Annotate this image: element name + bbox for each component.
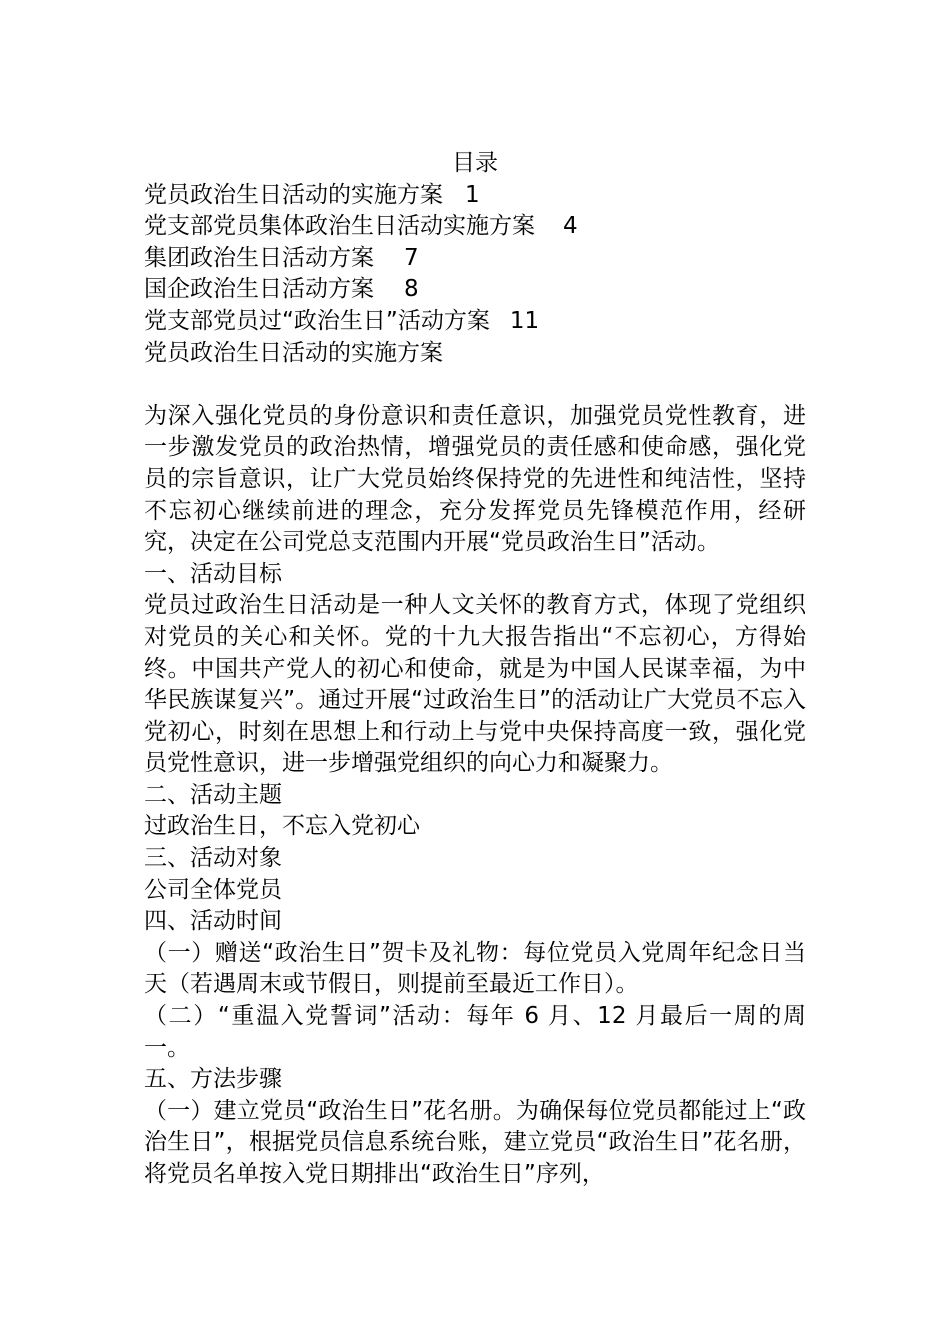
- section-paragraph: 过政治生日，不忘入党初心: [144, 813, 420, 840]
- section-heading: 五、方法步骤: [144, 1066, 282, 1093]
- toc-entry[interactable]: [144, 180, 834, 212]
- section-paragraph: 党员过政治生日活动是一种人文关怀的教育方式，体现了党组织对党员的关心和关怀。党的十九大报告指出“不忘初心，方得始终。中国共产党人的初心和使命，就是为中国人民谋幸福，为中华民族谋复兴”。通过开展“过政治生日”的活动让广大党员不忘入党初心，时刻在思想上和行动上与党中央保持高度一致，强化党员党性意识，进一步增强党组织的向心力和凝聚力。: [144, 592, 806, 777]
- toc-entry-label: 党支部党员过“政治生日”活动方案: [144, 307, 490, 334]
- toc-entry-label: 集团政治生日活动方案: [144, 244, 374, 271]
- toc-entry-page: 7: [404, 244, 419, 271]
- section-paragraph: （二）“重温入党誓词”活动：每年 6 月、12 月最后一周的周一。: [144, 1003, 806, 1061]
- intro-paragraph: 为深入强化党员的身份意识和责任意识，加强党员党性教育，进一步激发党员的政治热情，增强党员的责任感和使命感，强化党员的宗旨意识，让广大党员始终保持党的先进性和纯洁性，坚持不忘初心继续前进的理念，充分发挥党员先锋模范作用，经研究，决定在公司党总支范围内开展“党员政治生日”活动。: [144, 402, 806, 556]
- toc-entry-page: 1: [465, 181, 480, 208]
- toc-entry[interactable]: [144, 274, 834, 306]
- section-heading: 三、活动对象: [144, 845, 282, 872]
- blank-line: [144, 369, 834, 401]
- toc-title: 目录: [452, 150, 498, 176]
- toc-entry-page: 8: [404, 276, 419, 303]
- section-paragraph: 公司全体党员: [144, 876, 282, 903]
- toc-entry-label: 党员政治生日活动的实施方案: [144, 181, 443, 208]
- toc-entry[interactable]: [144, 211, 834, 243]
- toc-entry[interactable]: [144, 306, 834, 338]
- document-title: 党员政治生日活动的实施方案: [144, 339, 443, 366]
- toc-entry-label: 党支部党员集体政治生日活动实施方案: [144, 213, 535, 240]
- toc-entry-label: 国企政治生日活动方案: [144, 276, 374, 303]
- toc-entry-page: 11: [509, 307, 540, 334]
- section-paragraph: （一）赠送“政治生日”贺卡及礼物：每位党员入党周年纪念日当天（若遇周末或节假日，则提前至最近工作日）。: [144, 939, 806, 998]
- toc-entry[interactable]: [144, 243, 834, 275]
- toc-entry-page: 4: [563, 213, 578, 240]
- document-body: [144, 148, 834, 1191]
- section-paragraph: （一）建立党员“政治生日”花名册。为确保每位党员都能过上“政治生日”，根据党员信息系统台账，建立党员“政治生日”花名册，将党员名单按入党日期排出“政治生日”序列，: [144, 1097, 806, 1187]
- section-heading: 四、活动时间: [144, 908, 282, 935]
- section-heading: 一、活动目标: [144, 560, 282, 587]
- section-heading: 二、活动主题: [144, 781, 282, 808]
